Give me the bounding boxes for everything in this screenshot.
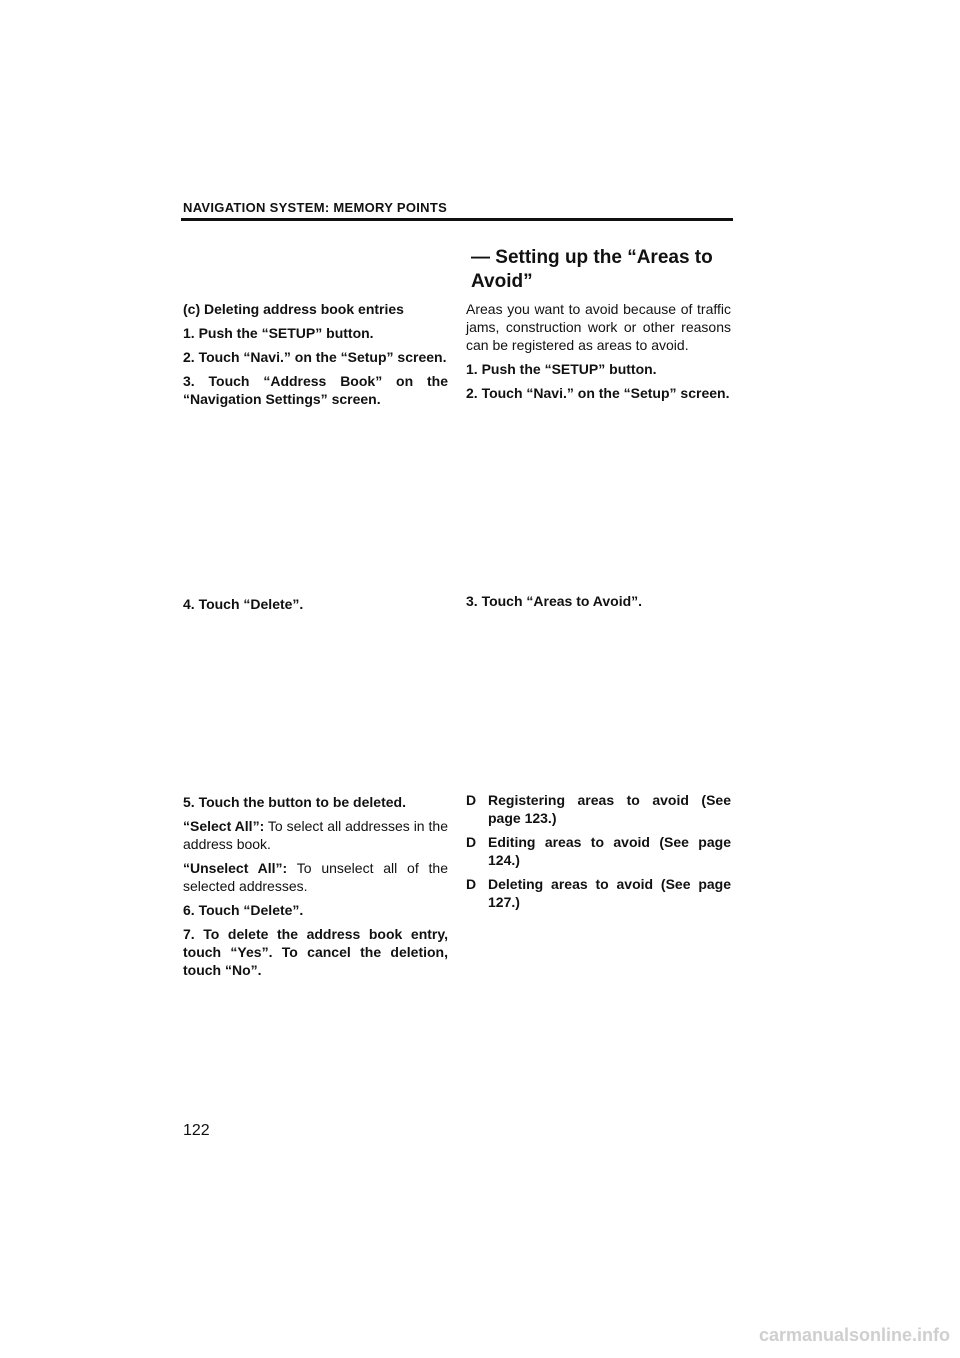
left-steps-1-3 [183,324,448,408]
left-step-3: 3. Touch “Address Book” on the “Navigation Settings” screen. [183,373,448,407]
running-header: NAVIGATION SYSTEM: MEMORY POINTS [183,200,448,215]
left-step-7: 7. To delete the address book entry, touch “Yes”. To cancel the deletion, touch “No”. [183,926,448,978]
bullet-registering [466,791,731,827]
left-step-2: 2. Touch “Navi.” on the “Setup” screen. [183,349,447,365]
unselect-all-description [183,859,448,895]
bullet-mark: D [466,792,477,808]
left-step-1: 1. Push the “SETUP” button. [183,325,374,341]
section-heading: — Setting up the “Areas to Avoid” [471,247,713,292]
bullet-editing [466,833,731,869]
right-step-1: 1. Push the “SETUP” button. [466,361,657,377]
bullet-text: Registering areas to avoid (See page 123.) [488,792,731,826]
right-intro-block [466,300,731,402]
areas-bullet-list [466,791,731,911]
left-steps-5-7 [183,793,448,979]
bullet-mark: D [466,834,477,850]
header-rule [181,218,733,221]
right-step-2: 2. Touch “Navi.” on the “Setup” screen. [466,385,730,401]
areas-intro: Areas you want to avoid because of traffic jams, construction work or other reasons can be registered as areas to avoid. [466,301,731,353]
left-step-4: 4. Touch “Delete”. [183,596,304,612]
watermark: carmanualsonline.info [758,1325,950,1345]
select-all-label: “Select All”: [183,818,265,834]
left-step-6: 6. Touch “Delete”. [183,902,304,918]
right-step-3: 3. Touch “Areas to Avoid”. [466,593,643,609]
left-step-5: 5. Touch the button to be deleted. [183,794,406,810]
select-all-text: To select all addresses in the address book. [183,818,448,852]
bullet-deleting [466,875,731,911]
unselect-all-text: To unselect all of the selected addresses. [183,860,448,894]
page-number: 122 [183,1122,210,1139]
unselect-all-label: “Unselect All”: [183,860,288,876]
bullet-mark: D [466,876,477,892]
deleting-subheading: (c) Deleting address book entries [183,301,404,317]
bullet-text: Deleting areas to avoid (See page 127.) [488,876,731,910]
bullet-text: Editing areas to avoid (See page 124.) [488,834,731,868]
select-all-description [183,817,448,853]
